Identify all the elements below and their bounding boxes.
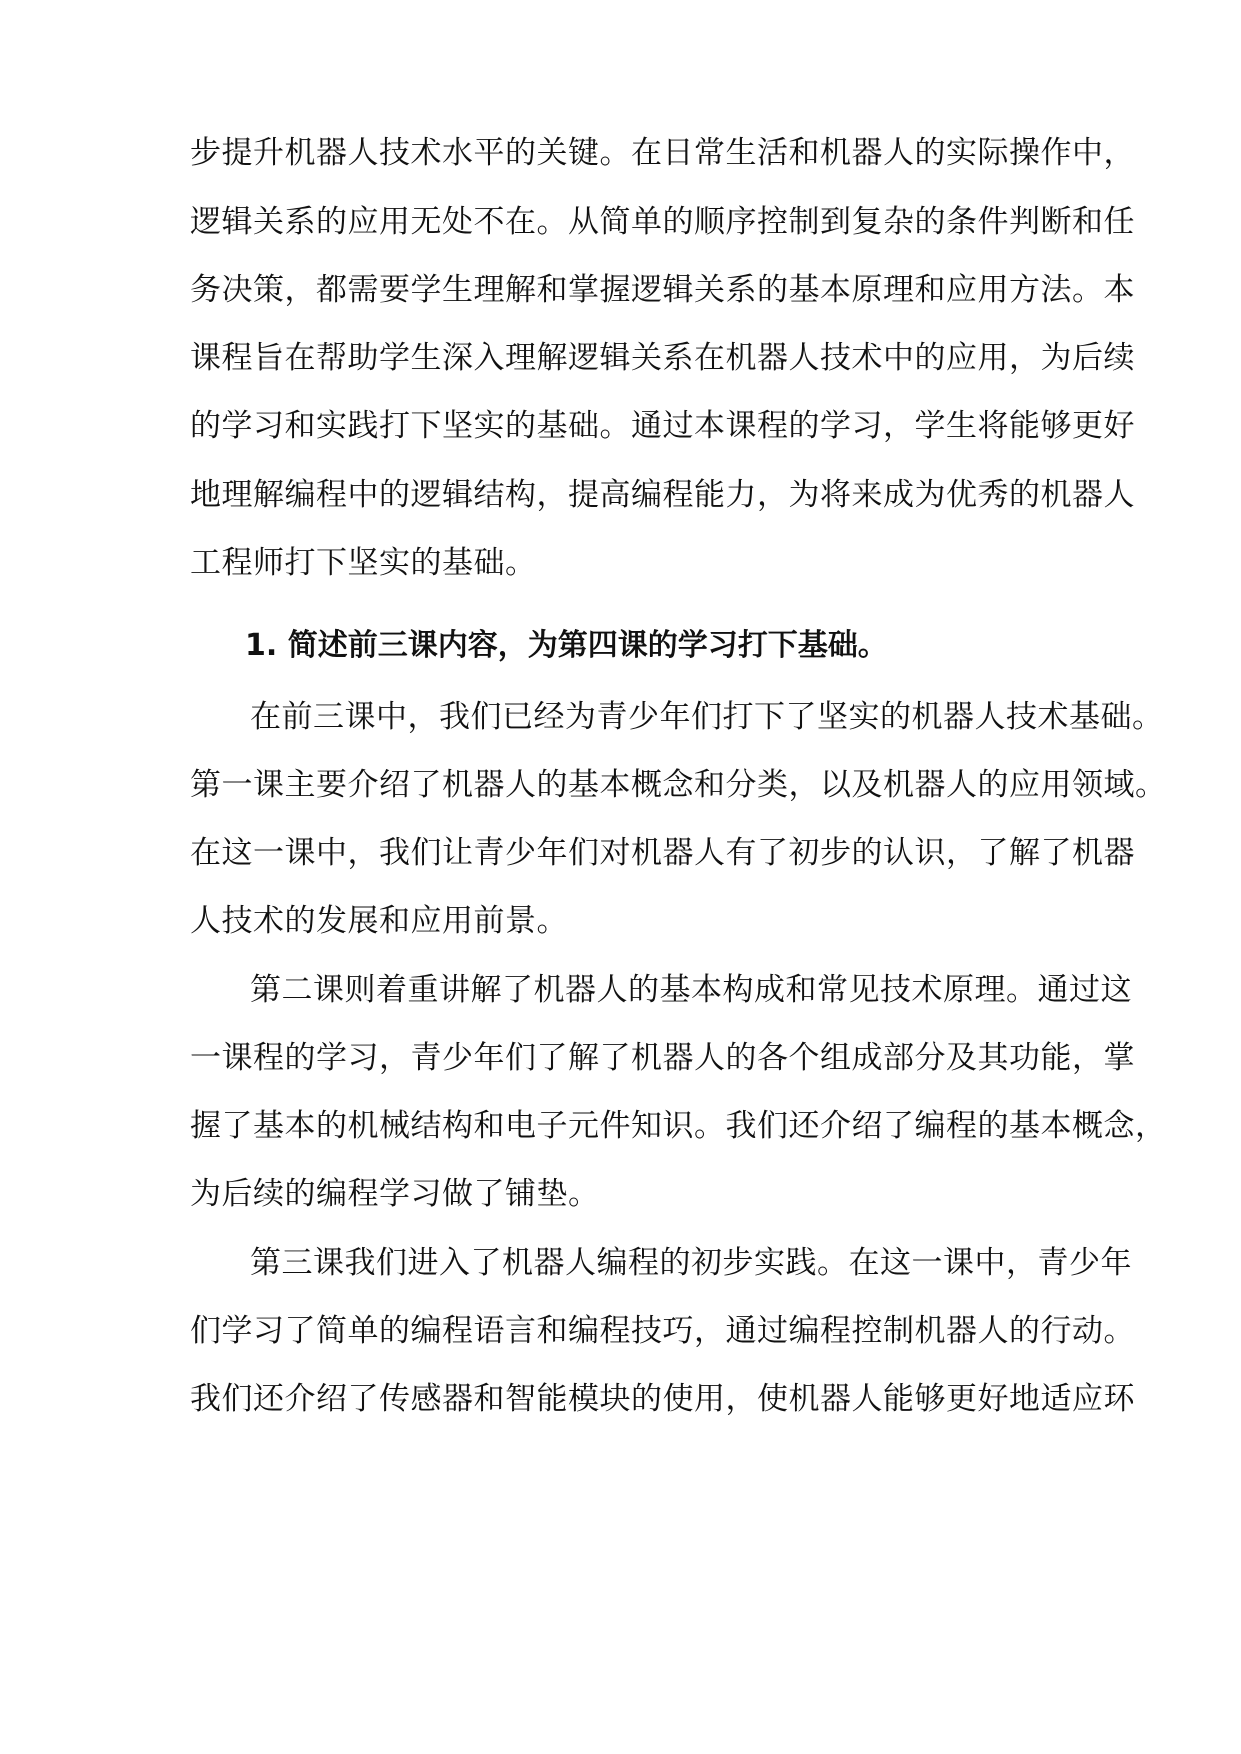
paragraph-line: 务决策，都需要学生理解和掌握逻辑关系的基本原理和应用方法。本 <box>190 272 1135 308</box>
paragraph-line: 们学习了简单的编程语言和编程技巧，通过编程控制机器人的行动。 <box>190 1313 1135 1349</box>
paragraph-line: 第二课则着重讲解了机器人的基本构成和常见技术原理。通过这 <box>250 972 1132 1008</box>
paragraph-line: 我们还介绍了传感器和智能模块的使用，使机器人能够更好地适应环 <box>190 1381 1135 1417</box>
paragraph-line: 一课程的学习，青少年们了解了机器人的各个组成部分及其功能，掌 <box>190 1040 1135 1076</box>
paragraph-line: 在前三课中，我们已经为青少年们打下了坚实的机器人技术基础。 <box>250 699 1164 735</box>
paragraph-line: 工程师打下坚实的基础。 <box>190 545 537 581</box>
paragraph-line: 第一课主要介绍了机器人的基本概念和分类，以及机器人的应用领域。 <box>190 767 1167 803</box>
section-heading: 1. 简述前三课内容，为第四课的学习打下基础。 <box>245 628 888 663</box>
paragraph-line: 的学习和实践打下坚实的基础。通过本课程的学习，学生将能够更好 <box>190 408 1135 444</box>
paragraph-line: 人技术的发展和应用前景。 <box>190 903 568 939</box>
paragraph-line: 在这一课中，我们让青少年们对机器人有了初步的认识，了解了机器 <box>190 835 1135 871</box>
paragraph-line: 步提升机器人技术水平的关键。在日常生活和机器人的实际操作中， <box>190 135 1135 171</box>
paragraph-line: 课程旨在帮助学生深入理解逻辑关系在机器人技术中的应用，为后续 <box>190 340 1135 376</box>
paragraph-line: 第三课我们进入了机器人编程的初步实践。在这一课中，青少年 <box>250 1245 1132 1281</box>
paragraph-line: 地理解编程中的逻辑结构，提高编程能力，为将来成为优秀的机器人 <box>190 477 1135 513</box>
paragraph-line: 握了基本的机械结构和电子元件知识。我们还介绍了编程的基本概念， <box>190 1108 1167 1144</box>
paragraph-line: 逻辑关系的应用无处不在。从简单的顺序控制到复杂的条件判断和任 <box>190 204 1135 240</box>
paragraph-line: 为后续的编程学习做了铺垫。 <box>190 1176 600 1212</box>
